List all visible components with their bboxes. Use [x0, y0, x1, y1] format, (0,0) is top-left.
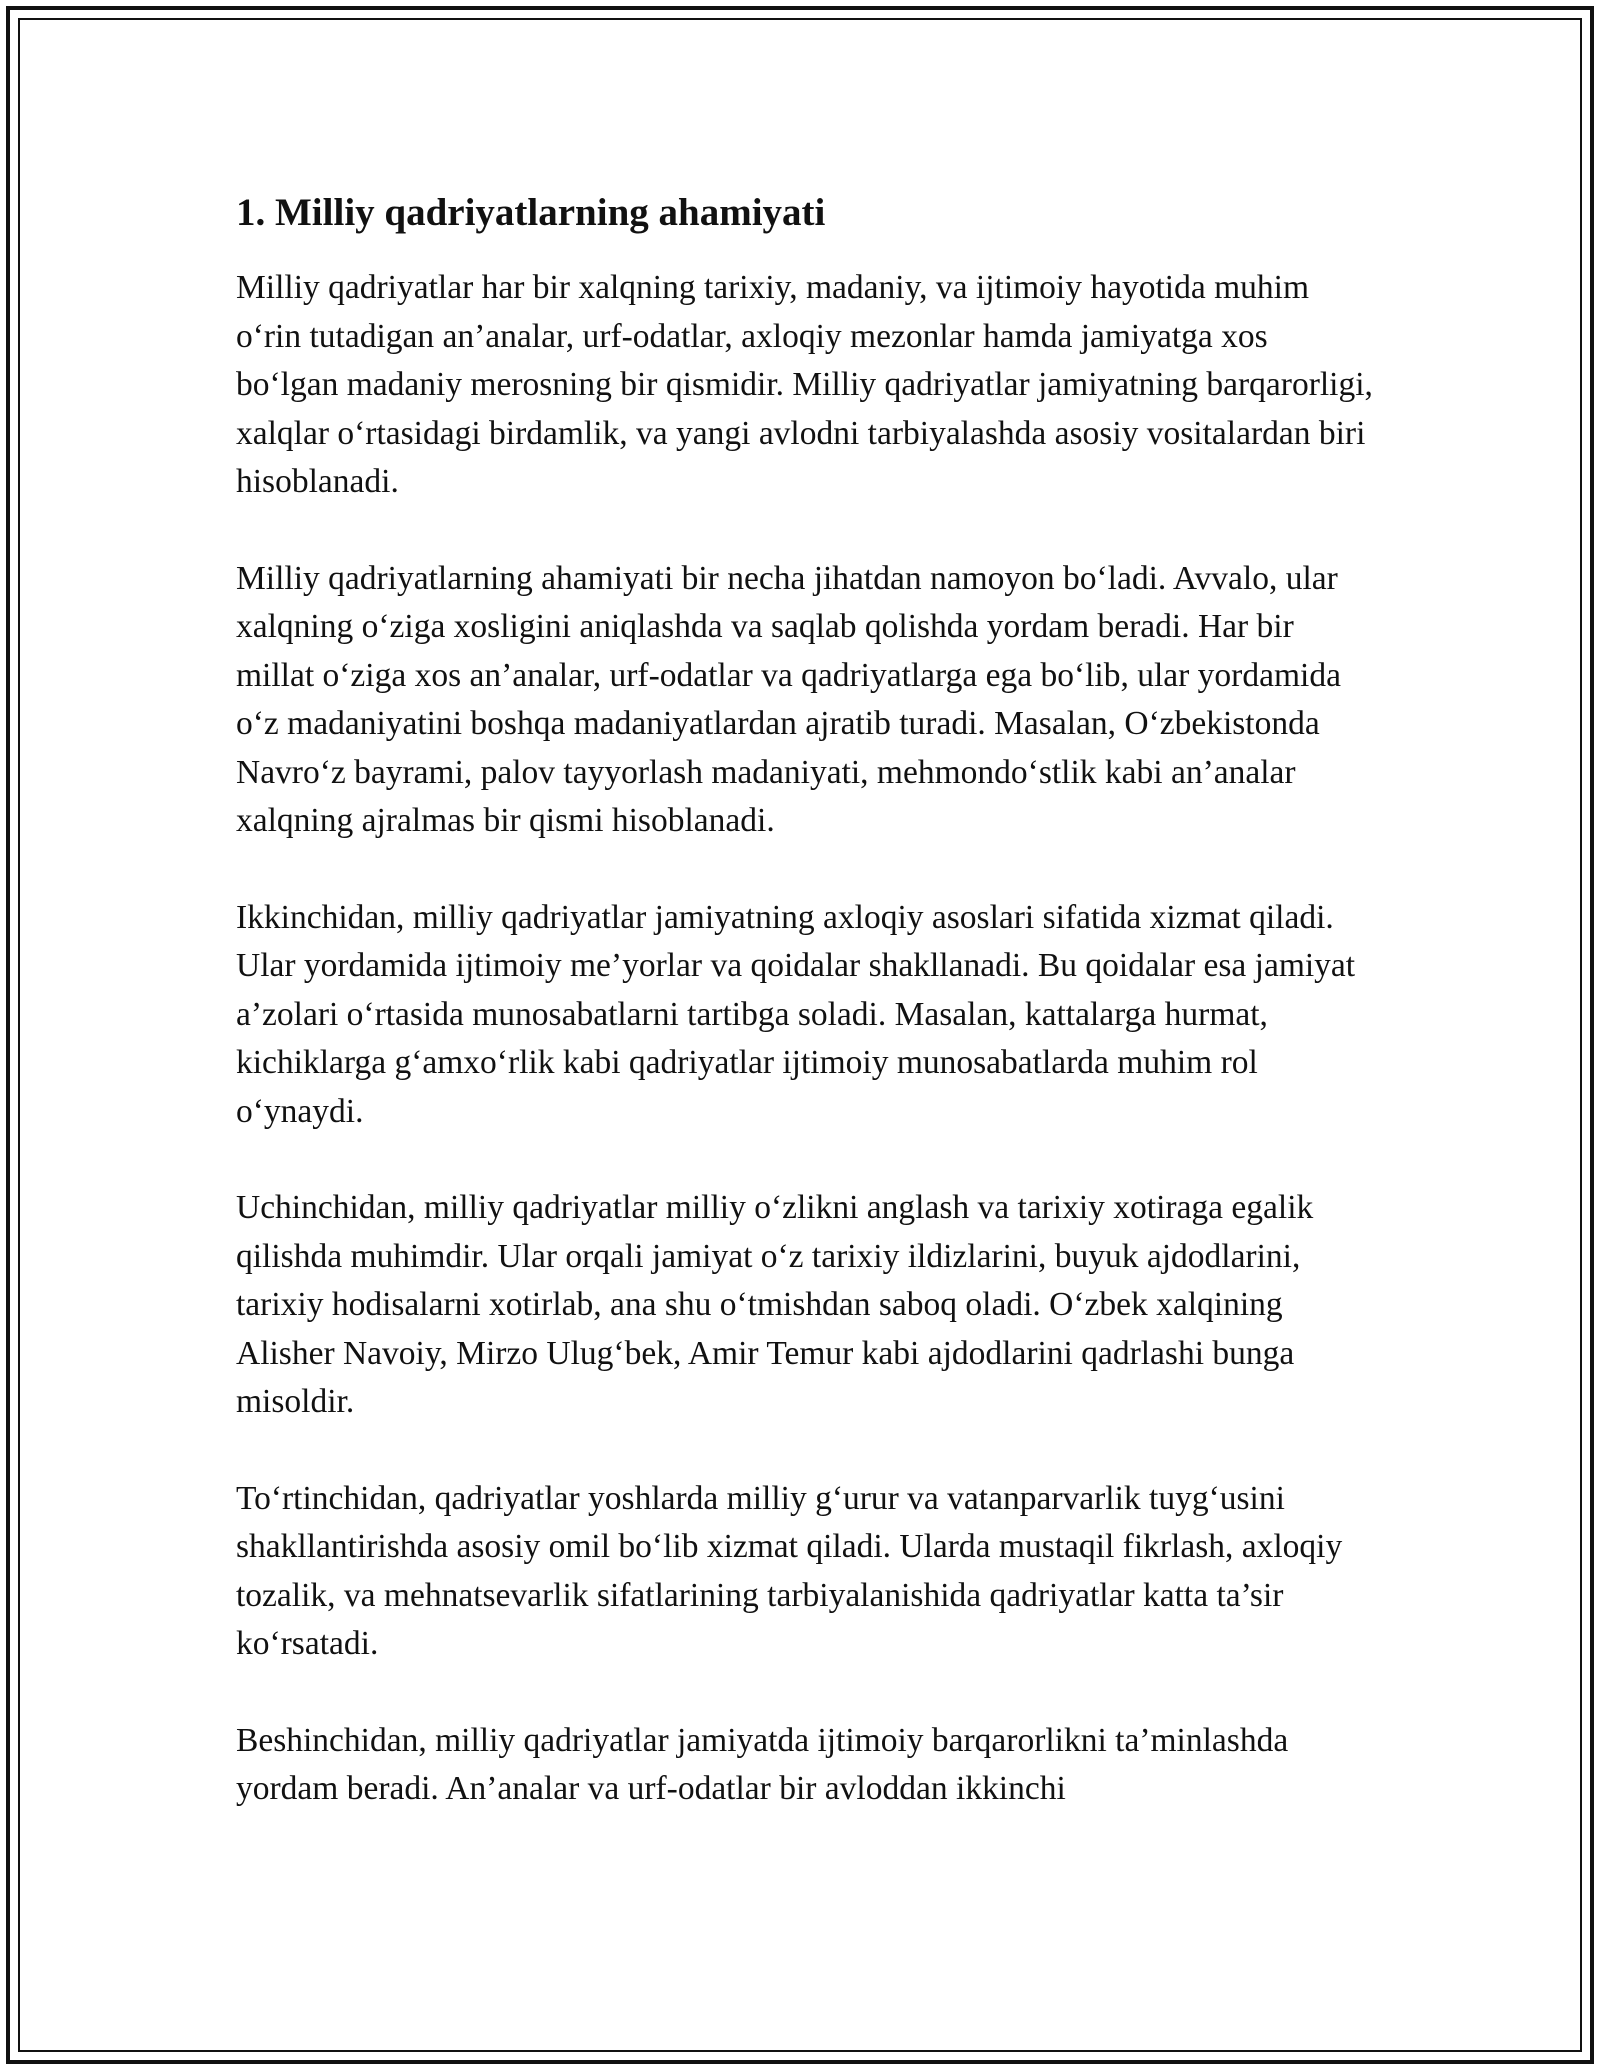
paragraph-fifth: Beshinchidan, milliy qadriyatlar jamiyatda ijtimoiy barqarorlikni ta’minlashda yordam beradi. An’analar va urf-odatlar bir avloddan ikkinchi — [236, 1721, 1289, 1807]
section-heading: 1. Milliy qadriyatlarning ahamiyati — [236, 191, 826, 234]
paragraph-second: Ikkinchidan, milliy qadriyatlar jamiyatning axloqiy asoslari sifatida xizmat qiladi. Ular yordamida ijtimoiy me’yorlar va qoidalar shakllanadi. Bu qoidalar esa jamiyat a’zolari o‘rtasida munosabatlarni tartibga soladi. Masalan, kattalarga hurmat, kichiklarga g‘amxo‘rlik kabi qadriyatlar ijtimoiy munosabatlarda muhim rol o‘ynaydi. — [236, 898, 1356, 1130]
paragraph-intro: Milliy qadriyatlar har bir xalqning tarixiy, madaniy, va ijtimoiy hayotida muhim o‘rin tutadigan an’analar, urf-odatlar, axloqiy mezonlar hamda jamiyatga xos bo‘lgan madaniy merosning bir qismidir. Milliy qadriyatlar jamiyatning barqarorligi, xalqlar o‘rtasidagi birdamlik, va yangi avlodni tarbiyalashda asosiy vositalardan biri hisoblanadi. — [236, 269, 1373, 500]
paragraph-fourth: To‘rtinchidan, qadriyatlar yoshlarda milliy g‘urur va vatanparvarlik tuyg‘usini shakllantirishda asosiy omil bo‘lib xizmat qiladi. Ularda mustaqil fikrlash, axloqiy tozalik, va mehnatsevarlik sifatlarining tarbiyalanishida qadriyatlar katta ta’sir ko‘rsatadi. — [236, 1479, 1343, 1662]
paragraph-importance: Milliy qadriyatlarning ahamiyati bir necha jihatdan namoyon bo‘ladi. Avvalo, ular xalqning o‘ziga xosligini aniqlashda va saqlab qolishda yordam beradi. Har bir millat o‘ziga xos an’analar, urf-odatlar va qadriyatlarga ega bo‘lib, ular yordamida o‘z madaniyatini boshqa madaniyatlardan ajratib turadi. Masalan, O‘zbekistonda Navro‘z bayrami, palov tayyorlash madaniyati, mehmondo‘stlik kabi an’analar xalqning ajralmas bir qismi hisoblanadi. — [236, 559, 1341, 839]
paragraph-third: Uchinchidan, milliy qadriyatlar milliy o‘zlikni anglash va tarixiy xotiraga egalik qilishda muhimdir. Ular orqali jamiyat o‘z tarixiy ildizlarini, buyuk ajdodlarini, tarixiy hodisalarni xotirlab, ana shu o‘tmishdan saboq oladi. O‘zbek xalqining Alisher Navoiy, Mirzo Ulug‘bek, Amir Temur kabi ajdodlarini qadrlashi bunga misoldir. — [236, 1189, 1314, 1420]
document-body — [236, 186, 1376, 1814]
